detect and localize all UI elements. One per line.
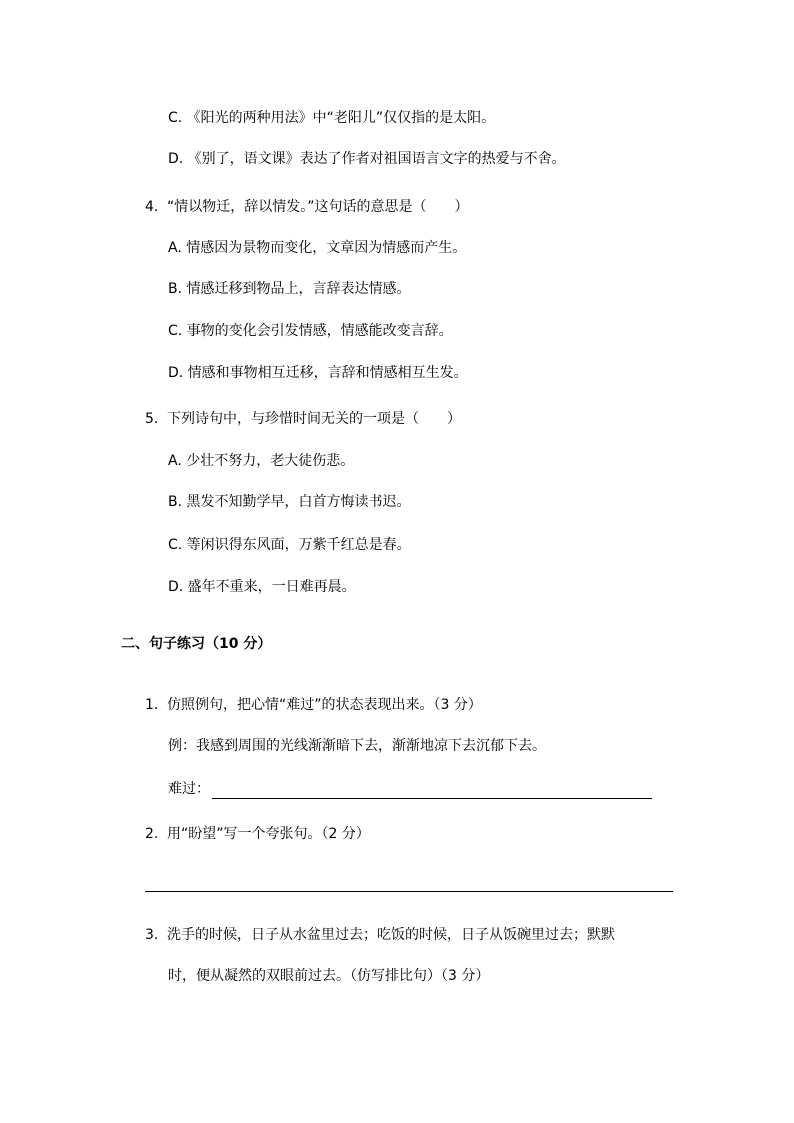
q5-stem-text: 下列诗句中，与珍惜时间无关的一项是（ ） (167, 411, 461, 427)
s1-example: 例：我感到周围的光线渐渐暗下去，渐渐地凉下去沉郁下去。 (168, 738, 546, 754)
s1-stem-text: 仿照例句，把心情“难过”的状态表现出来。（3 分） (167, 697, 482, 713)
q3-option-c: C. 《阳光的两种用法》中“老阳儿”仅仅指的是太阳。 (168, 110, 496, 126)
q4-option-d: D. 情感和事物相互迁移，言辞和情感相互生发。 (168, 365, 468, 381)
s1-stem (145, 695, 482, 715)
q5-number: 5. (145, 411, 159, 427)
s1-number: 1. (145, 697, 159, 713)
s1-answer-label: 难过： (168, 781, 210, 797)
q4-stem-text: “情以物迁，辞以情发。”这句话的意思是（ ） (167, 199, 469, 215)
s1-answer-row (168, 779, 652, 799)
s2-stem-text: 用“盼望”写一个夸张句。（2 分） (167, 826, 370, 842)
s2-number: 2. (145, 826, 159, 842)
q4-option-c: C. 事物的变化会引发情感，情感能改变言辞。 (168, 323, 453, 339)
s3-line1-text: 洗手的时候，日子从水盆里过去；吃饭的时候，日子从饭碗里过去；默默 (167, 927, 615, 943)
q5-option-c: C. 等闲识得东风面，万紫千红总是春。 (168, 537, 411, 553)
q4-stem (145, 197, 469, 217)
q5-option-d: D. 盛年不重来，一日难再晨。 (168, 579, 356, 595)
s3-line2: 时，便从凝然的双眼前过去。（仿写排比句）（3 分） (168, 968, 490, 984)
q5-option-a: A. 少壮不努力，老大徒伤悲。 (168, 453, 355, 469)
s3-line1 (145, 925, 615, 945)
section-2-title: 二、句子练习（10 分） (121, 636, 272, 652)
s2-answer-blank[interactable] (145, 891, 673, 892)
q4-option-b: B. 情感迁移到物品上，言辞表达情感。 (168, 281, 411, 297)
q3-option-d: D. 《别了，语文课》表达了作者对祖国语言文字的热爱与不舍。 (168, 151, 566, 167)
s3-number: 3. (145, 927, 159, 943)
q5-option-b: B. 黑发不知勤学早，白首方悔读书迟。 (168, 494, 411, 510)
q4-option-a: A. 情感因为景物而变化，文章因为情感而产生。 (168, 240, 467, 256)
s1-answer-blank[interactable] (212, 784, 652, 799)
q5-stem (145, 409, 461, 429)
q4-number: 4. (145, 199, 159, 215)
s2-stem (145, 824, 370, 844)
